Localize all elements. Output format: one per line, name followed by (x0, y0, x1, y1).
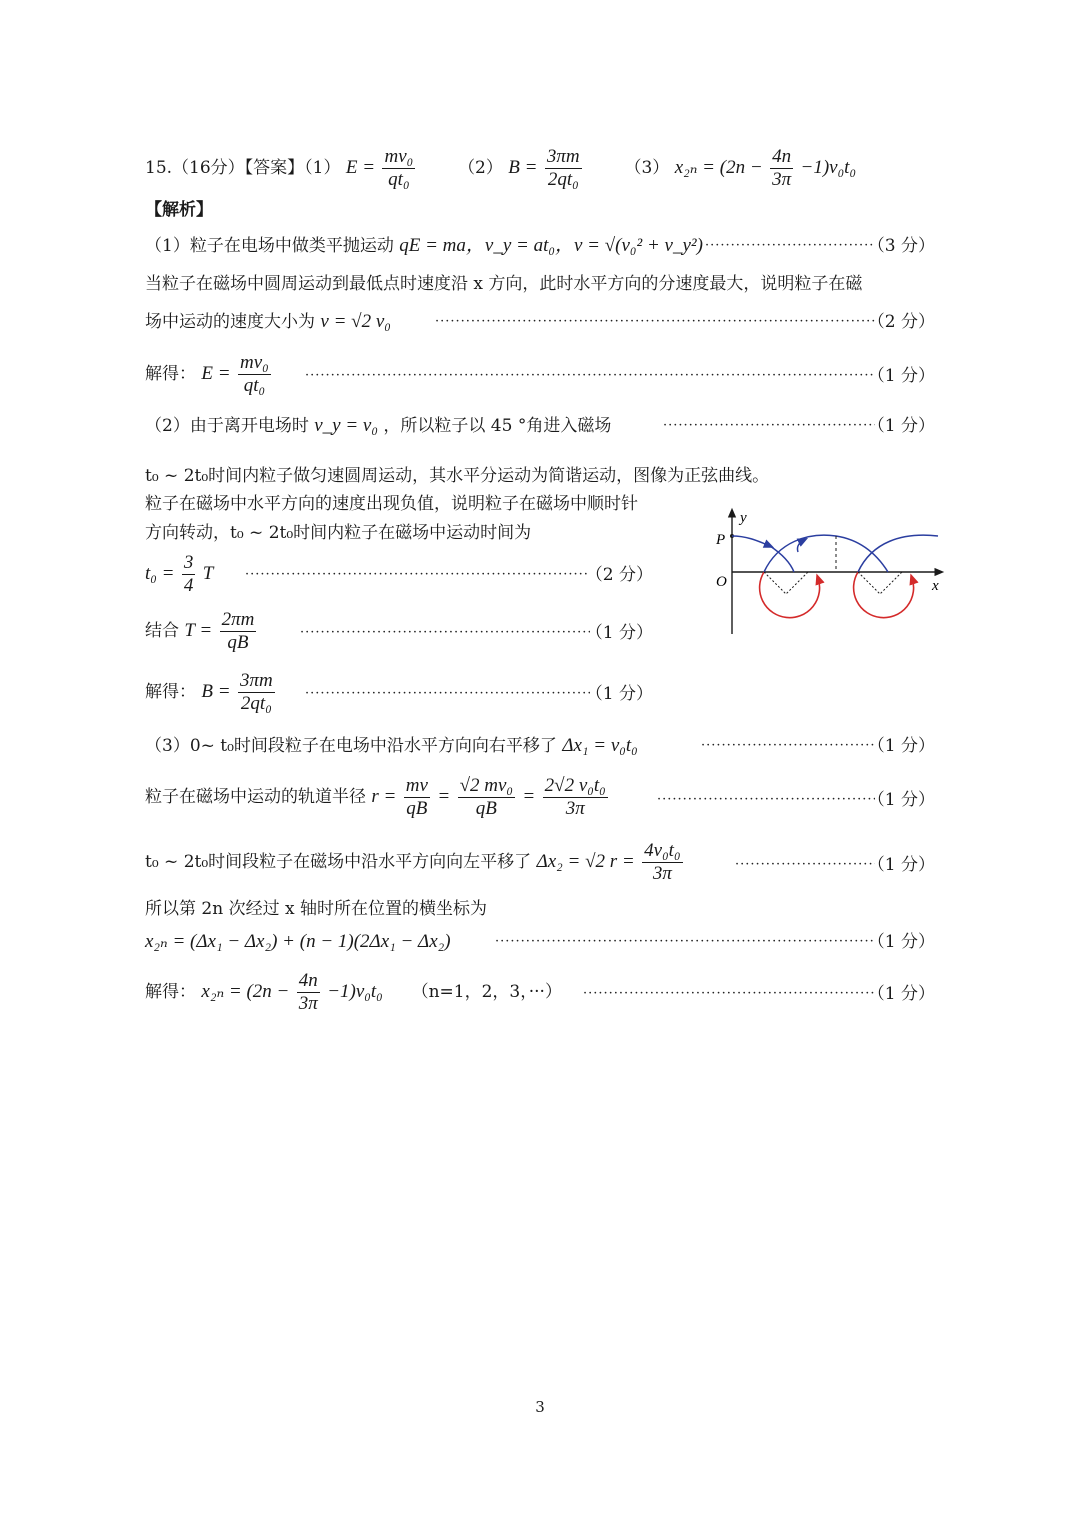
part-2-marker: （2） (458, 158, 503, 178)
red-circle-arc-2 (854, 572, 914, 618)
score: （2 分） (867, 312, 935, 332)
part3-line4: 所以第 2n 次经过 x 轴时所在位置的横坐标为 (145, 899, 487, 919)
answer-3-post: −1)v₀t₀ (800, 157, 857, 178)
score: （1 分） (867, 984, 935, 1004)
part3-line2: 粒子在磁场中运动的轨道半径 r = $\frac{mv}{qB}$ = $\frac{\text{√2 mv₀}}{qB}$ = $\frac{\text{2√2 v₀t₀}}{3\pi}$ ····· （1 分） (145, 775, 935, 825)
part3-line1: （3）0~ t₀时间段粒子在电场中沿水平方向向右平移了 Δx₁ = v₀t₀ ····· （1 分） (145, 734, 935, 758)
part2-line6: 结合 T = $\frac{2\pi m}{qB}$ ····· （1 分） (145, 609, 653, 657)
shift-fraction: $\frac{\text{4v₀t₀}}{3\pi}$ (644, 840, 681, 884)
blue-trajectory-entry (770, 546, 794, 572)
trajectory-figure (712, 506, 948, 636)
dotted-radius-1 (764, 572, 808, 594)
answer-1-fraction: $\frac{\text{mv₀}}{\text{qt₀}}$ (384, 146, 414, 190)
score: （1 分） (585, 684, 653, 704)
dot-leader (245, 563, 590, 587)
dot-leader (663, 414, 875, 438)
dot-leader (305, 364, 875, 388)
score: （1 分） (867, 855, 935, 875)
y-axis-label: y (740, 510, 747, 526)
point-p-label: P (716, 532, 726, 548)
dot-leader (435, 310, 875, 334)
page-number: 3 (535, 1398, 545, 1416)
part2-line3: 粒子在磁场中水平方向的速度出现负值，说明粒子在磁场中顺时针 (145, 494, 638, 514)
x-axis-label: x (932, 578, 939, 594)
dot-leader (300, 621, 590, 645)
part1-fraction-E: $\frac{\text{mv₀}}{\text{qt₀}}$ (240, 352, 269, 396)
dot-leader (735, 853, 875, 877)
part2-line5: t₀ = $\frac{3}{4}$ T ····· （2 分） (145, 552, 653, 600)
part3-line5: x₂ₙ = (Δx₁ − Δx₂) + (n − 1)(2Δx₁ − Δx₂) ····· （1 分） (145, 930, 935, 954)
part1-equation-v: v = √2 v₀ (320, 311, 391, 332)
answer-header (145, 146, 856, 191)
dot-leader (705, 234, 875, 258)
answer-2-lhs: B = (508, 157, 538, 178)
part1-line4: 解得： E = $\frac{\text{mv₀}}{\text{qt₀}}$ ····· （1 分） (145, 352, 935, 400)
radius-fraction-1: $\frac{mv}{qB}$ (405, 775, 428, 819)
part2-line4: 方向转动，t₀ ~ 2t₀时间内粒子在磁场中运动时间为 (145, 523, 532, 543)
part2-fraction-B: $\frac{3\pi m}{\text{2qt₀}}$ (240, 670, 273, 714)
question-number: 15.（16分）【答案】（1） (145, 158, 341, 178)
score: （1 分） (867, 932, 935, 952)
dot-leader (701, 734, 875, 758)
dot-leader (657, 788, 875, 812)
origin-label: O (716, 574, 727, 590)
n-condition: （n=1，2，3，···） (411, 982, 562, 1002)
part-3-marker: （3） (624, 158, 670, 178)
dot-leader (583, 982, 875, 1006)
score: （1 分） (867, 416, 935, 436)
dotted-radius-2 (858, 572, 902, 594)
final-fraction: $\frac{4n}{3\pi}$ (298, 970, 318, 1014)
score: （3 分） (867, 236, 935, 256)
part1-line3: 场中运动的速度大小为 v = √2 v₀ ····· （2 分） (145, 310, 935, 334)
part2-line7: 解得： B = $\frac{3\pi m}{\text{2qt₀}}$ ····· （1 分） (145, 670, 653, 718)
part1-line1: （1）粒子在电场中做类平抛运动 qE = ma，v_y = at₀，v = √(v₀² + v_y²) ····· （3 分） (145, 234, 935, 258)
answer-2-fraction: $\frac{3\pi m}{\text{2qt₀}}$ (546, 146, 580, 190)
answer-1-lhs: E = (345, 157, 376, 178)
blue-trajectory-arc-2 (858, 535, 938, 572)
score: （2 分） (585, 565, 653, 585)
part2-fraction-3-4: $\frac{3}{4}$ (183, 552, 194, 596)
part3-line3: t₀ ~ 2t₀时间段粒子在磁场中沿水平方向向左平移了 Δx₂ = √2 r = $\frac{\text{4v₀t₀}}{3\pi}$ ····· （1 分） (145, 840, 935, 890)
dot-leader (495, 930, 875, 954)
part3-line6: 解得： x₂ₙ = (2n − $\frac{4n}{3\pi}$ −1)v₀t₀ （n=1，2，3，···） ····· （1 分） (145, 970, 935, 1020)
part2-line2: t₀ ~ 2t₀时间内粒子做匀速圆周运动，其水平分运动为简谐运动，图像为正弦曲线。 (145, 466, 770, 486)
answer-3-fraction: $\frac{4n}{3\pi}$ (772, 146, 792, 190)
radius-fraction-3: $\frac{\text{2√2 v₀t₀}}{3\pi}$ (544, 775, 606, 819)
answer-3-pre: x₂ₙ = (2n − (674, 157, 763, 178)
score: （1 分） (867, 736, 935, 756)
score: （1 分） (867, 790, 935, 810)
red-circle-arc-1 (760, 572, 820, 618)
part2-fraction-T: $\frac{2\pi m}{qB}$ (221, 609, 255, 653)
score: （1 分） (585, 623, 653, 643)
score: （1 分） (867, 366, 935, 386)
part1-equation-1: qE = ma，v_y = at₀，v = √(v₀² + v_y²) (399, 235, 703, 256)
analysis-heading: 【解析】 (145, 200, 213, 220)
blue-trajectory-arc-1 (764, 535, 888, 572)
blue-arrow-1 (797, 540, 804, 552)
part1-line2: 当粒子在磁场中圆周运动到最低点时速度沿 x 方向，此时水平方向的分速度最大，说明粒子在磁 (145, 274, 863, 294)
blue-trajectory-start (732, 536, 770, 546)
part2-line1: （2）由于离开电场时 v_y = v₀ ，所以粒子以 45 °角进入磁场 ····· （1 分） (145, 414, 935, 438)
radius-fraction-2: $\frac{\text{√2 mv₀}}{qB}$ (459, 775, 514, 819)
dot-leader (305, 682, 590, 706)
